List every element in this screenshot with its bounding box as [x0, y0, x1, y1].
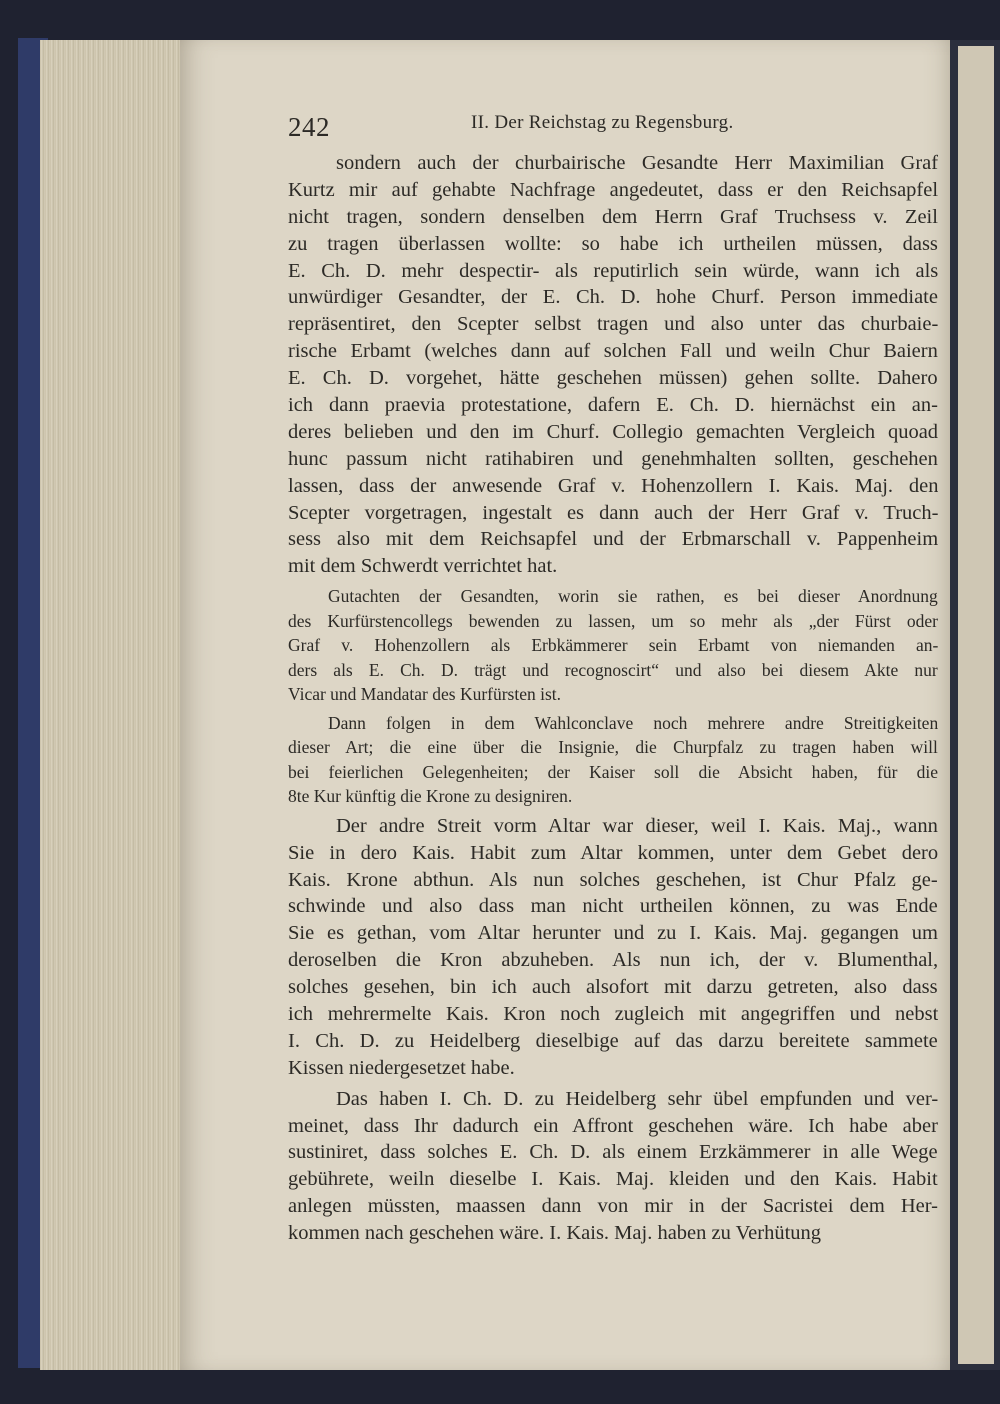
text-line: sess also mit dem Reichsapfel und der Erbmarschall v. Pappenheim: [288, 528, 938, 551]
text-line: Kurtz mir auf gehabte Nachfrage angedeutet, dass er den Reichsapfel: [288, 178, 938, 201]
text-line: solches gesehen, bin ich auch alsofort mit darzu getreten, also dass: [288, 976, 938, 999]
text-line: Sie es gethan, vom Altar herunter und zu I. Kais. Maj. gegangen um: [288, 922, 938, 945]
text-line: Vicar und Mandatar des Kurfürsten ist.: [288, 684, 562, 705]
text-line: mit dem Schwerdt verrichtet hat.: [288, 555, 558, 578]
text-line: Kissen niedergesetzet habe.: [288, 1056, 515, 1079]
text-line: Dann folgen in dem Wahlconclave noch mehrere andre Streitigkeiten: [328, 712, 938, 733]
text-line: lassen, dass der anwesende Graf v. Hohenzollern I. Kais. Maj. den: [288, 474, 938, 497]
text-line: Graf v. Hohenzollern als Erbkämmerer sein Erbamt von niemanden an-: [288, 635, 938, 656]
text-line: anlegen müssten, maassen dann von mir in der Sacristei dem Her-: [288, 1195, 938, 1218]
text-line: des Kurfürstencollegs bewenden zu lassen, um so mehr als „der Fürst oder: [288, 610, 938, 631]
text-line: E. Ch. D. vorgehet, hätte geschehen müssen) gehen sollte. Dahero: [288, 367, 938, 390]
body-paragraph: [288, 813, 938, 1082]
running-head: II. Der Reichstag zu Regensburg.: [471, 112, 734, 133]
next-page-edge: [958, 46, 994, 1364]
text-line: deres belieben und den im Churf. Collegio gemachten Vergleich quoad: [288, 420, 938, 443]
text-line: bei feierlichen Gelegenheiten; der Kaiser soll die Absicht haben, für die: [288, 761, 938, 782]
note-paragraph: [288, 711, 938, 809]
text-line: ders als E. Ch. D. trägt und recognoscirt“ und also bei diesem Akte nur: [288, 659, 938, 680]
text-line: E. Ch. D. mehr despectir- als reputirlich sein würde, wann ich als: [288, 259, 938, 282]
page-text: [288, 150, 938, 1247]
text-line: deroselben die Kron abzuheben. Als nun ich, der v. Blumenthal,: [288, 949, 938, 972]
text-line: gebührete, weiln dieselbe I. Kais. Maj. kleiden und den Kais. Habit: [288, 1168, 938, 1191]
page-edges: [40, 40, 185, 1370]
body-paragraph: [288, 150, 938, 580]
text-line: Kais. Krone abthun. Als nun solches geschehen, ist Chur Pfalz ge-: [288, 868, 938, 891]
text-line: Sie in dero Kais. Habit zum Altar kommen, unter dem Gebet dero: [288, 841, 938, 864]
text-line: sustiniret, dass solches E. Ch. D. als einem Erzkämmerer in alle Wege: [288, 1141, 938, 1164]
text-line: Scepter vorgetragen, ingestalt es dann auch der Herr Graf v. Truch-: [288, 501, 938, 524]
text-line: schwinde und also dass man nicht urtheilen können, zu was Ende: [288, 895, 938, 918]
text-line: Gutachten der Gesandten, worin sie rathen, es bei dieser Anordnung: [328, 586, 938, 607]
text-line: meinet, dass Ihr dadurch ein Affront geschehen wäre. Ich habe aber: [288, 1114, 938, 1137]
body-paragraph: [288, 1086, 938, 1247]
text-line: ich dann praevia protestatione, dafern E. Ch. D. hiernächst ein an-: [288, 394, 938, 417]
page-header: [288, 108, 948, 144]
text-line: dieser Art; die eine über die Insignie, die Churpfalz zu tragen haben will: [288, 737, 938, 758]
text-line: repräsentiret, den Scepter selbst tragen und also unter das churbaie-: [288, 313, 938, 336]
note-paragraph: [288, 584, 938, 707]
text-line: zu tragen überlassen wollte: so habe ich urtheilen müssen, dass: [288, 232, 938, 255]
text-line: unwürdiger Gesandter, der E. Ch. D. hohe Churf. Person immediate: [288, 286, 938, 309]
text-line: kommen nach geschehen wäre. I. Kais. Maj. haben zu Verhütung: [288, 1222, 822, 1245]
text-line: hunc passum nicht ratihabiren und genehmhalten sollten, geschehen: [288, 447, 938, 470]
text-line: ich mehrermelte Kais. Kron noch zugleich mit angegriffen und nebst: [288, 1002, 938, 1025]
text-line: nicht tragen, sondern denselben dem Herrn Graf Truchsess v. Zeil: [288, 205, 938, 228]
text-line: Der andre Streit vorm Altar war dieser, weil I. Kais. Maj., wann: [336, 814, 938, 837]
text-line: rische Erbamt (welches dann auf solchen Fall und weiln Chur Baiern: [288, 340, 938, 363]
text-line: I. Ch. D. zu Heidelberg dieselbige auf das darzu bereitete sammete: [288, 1029, 938, 1052]
text-line: sondern auch der churbairische Gesandte Herr Maximilian Graf: [336, 152, 938, 174]
text-line: Das haben I. Ch. D. zu Heidelberg sehr übel empfunden und ver-: [336, 1087, 938, 1110]
page-number: 242: [288, 112, 330, 142]
text-line: 8te Kur künftig die Krone zu designiren.: [288, 786, 573, 807]
